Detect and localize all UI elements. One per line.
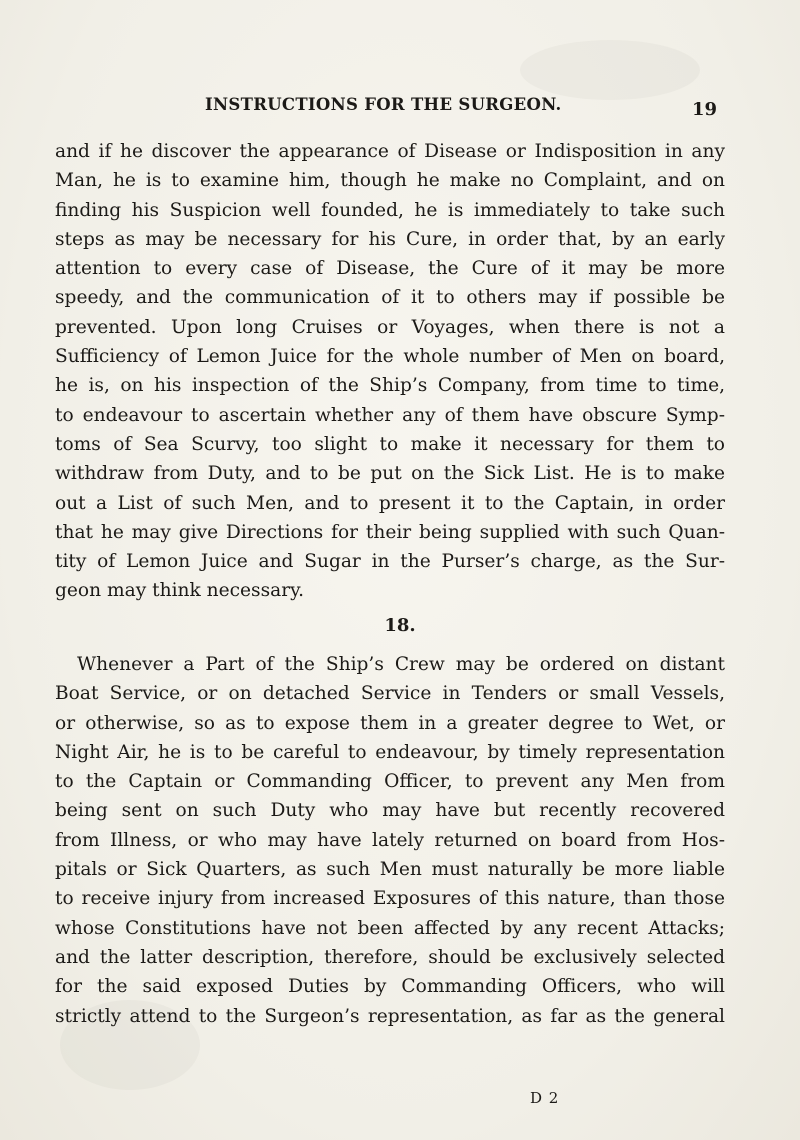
running-title: INSTRUCTIONS FOR THE SURGEON.	[205, 95, 562, 114]
text-line: out a List of such Men, and to present it to the Captain, in order	[55, 492, 725, 514]
text-line: or otherwise, so as to expose them in a greater degree to Wet, or	[55, 712, 725, 734]
text-line: speedy, and the communication of it to others may if possible be	[55, 287, 725, 309]
text-line: steps as may be necessary for his Cure, in order that, by an early	[55, 228, 725, 250]
section-number: 18.	[384, 615, 416, 636]
text-line: that he may give Directions for their being supplied with such Quan-	[55, 521, 725, 543]
text-line: and if he discover the appearance of Disease or Indisposition in any	[55, 141, 725, 162]
text-line: Sufficiency of Lemon Juice for the whole number of Men on board,	[55, 346, 725, 368]
text-line: from Illness, or who may have lately returned on board from Hos-	[55, 829, 725, 851]
text-line: Night Air, he is to be careful to endeavour, by timely representation	[55, 741, 725, 763]
running-head	[205, 95, 725, 125]
text-line: tity of Lemon Juice and Sugar in the Purser’s charge, as the Sur-	[55, 551, 725, 573]
text-line: whose Constitutions have not been affected by any recent Attacks;	[55, 917, 725, 939]
signature-mark: D 2	[530, 1089, 560, 1107]
paragraph-2	[55, 650, 725, 1031]
text-line: Man, he is to examine him, though he make no Complaint, and on	[55, 170, 725, 192]
text-line: geon may think necessary.	[55, 580, 305, 602]
page-smudge	[520, 40, 700, 100]
text-line: pitals or Sick Quarters, as such Men must naturally be more liable	[55, 859, 725, 881]
text-line: finding his Suspicion well founded, he is immediately to take such	[55, 199, 725, 221]
text-line: Boat Service, or on detached Service in Tenders or small Vessels,	[55, 683, 725, 705]
text-line: withdraw from Duty, and to be put on the Sick List. He is to make	[55, 463, 725, 485]
text-line: attention to every case of Disease, the Cure of it may be more	[55, 258, 725, 280]
text-line: to endeavour to ascertain whether any of them have obscure Symp-	[55, 404, 725, 426]
text-line: and the latter description, therefore, should be exclusively selected	[55, 946, 725, 968]
text-line: being sent on such Duty who may have but recently recovered	[55, 800, 725, 822]
text-line: prevented. Upon long Cruises or Voyages, when there is not a	[55, 316, 725, 338]
paragraph-1	[55, 137, 725, 606]
text-line: to the Captain or Commanding Officer, to prevent any Men from	[55, 771, 725, 793]
text-line: toms of Sea Scurvy, too slight to make it necessary for them to	[55, 433, 725, 455]
text-line: to receive injury from increased Exposures of this nature, than those	[55, 888, 725, 910]
text-line: strictly attend to the Surgeon’s representation, as far as the general	[55, 1005, 725, 1027]
text-line: for the said exposed Duties by Commanding Officers, who will	[55, 976, 725, 998]
text-line: Whenever a Part of the Ship’s Crew may be ordered on distant	[77, 654, 725, 675]
page-number: 19	[691, 99, 717, 120]
text-line: he is, on his inspection of the Ship’s Company, from time to time,	[55, 375, 725, 397]
